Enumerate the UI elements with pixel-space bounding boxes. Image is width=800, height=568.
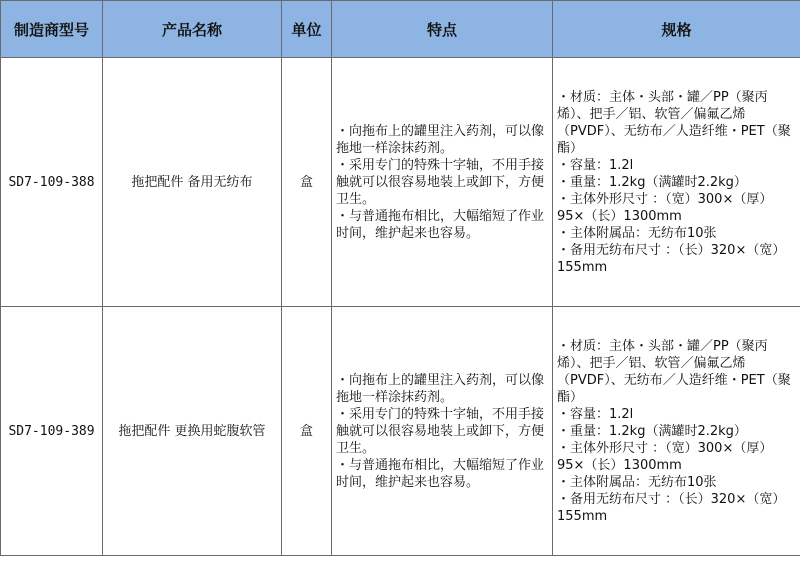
header-row <box>1 1 800 58</box>
spec-line: ・主体附属品：无纺布10张 <box>557 225 717 241</box>
model-cell: SD7-109-388 <box>1 58 103 307</box>
feature-line: ・向拖布上的罐里注入药剂，可以像拖地一样涂抹药剂。 <box>336 372 545 405</box>
unit-cell: 盒 <box>282 307 332 556</box>
header-features: 特点 <box>332 1 553 58</box>
spec-line: ・主体外形尺寸 ：（宽）300×（厚）95×（长）1300mm <box>557 191 773 224</box>
feature-line: ・与普通拖布相比，大幅缩短了作业时间，维护起来也容易。 <box>336 457 545 490</box>
header-name: 产品名称 <box>103 1 282 58</box>
spec-line: ・备用无纺布尺寸 ：（长）320×（宽）155mm <box>557 491 786 524</box>
feature-line: ・与普通拖布相比，大幅缩短了作业时间，维护起来也容易。 <box>336 208 545 241</box>
spec-line: ・主体外形尺寸 ：（宽）300×（厚）95×（长）1300mm <box>557 440 773 473</box>
table-row <box>1 58 800 307</box>
spec-line: ・重量：1.2kg（满罐时2.2kg） <box>557 174 747 190</box>
spec-line: ・材质：主体・头部・罐／PP（聚丙烯）、把手／铝、软管／偏氟乙烯（PVDF）、无纺布／人造纤维・PET（聚酯） <box>557 89 791 156</box>
specs-cell <box>553 307 800 556</box>
unit-cell: 盒 <box>282 58 332 307</box>
specs-cell <box>553 58 800 307</box>
spec-line: ・容量：1.2l <box>557 157 634 173</box>
header-unit: 单位 <box>282 1 332 58</box>
feature-line: ・向拖布上的罐里注入药剂，可以像拖地一样涂抹药剂。 <box>336 123 545 156</box>
spec-line: ・重量：1.2kg（满罐时2.2kg） <box>557 423 747 439</box>
table-row <box>1 307 800 556</box>
feature-line: ・采用专门的特殊十字轴，不用手接触就可以很容易地装上或卸下，方便卫生。 <box>336 157 545 207</box>
features-cell <box>332 58 553 307</box>
spec-line: ・材质：主体・头部・罐／PP（聚丙烯）、把手／铝、软管／偏氟乙烯（PVDF）、无纺布／人造纤维・PET（聚酯） <box>557 338 791 405</box>
model-cell: SD7-109-389 <box>1 307 103 556</box>
feature-line: ・采用专门的特殊十字轴，不用手接触就可以很容易地装上或卸下，方便卫生。 <box>336 406 545 456</box>
spec-line: ・容量：1.2l <box>557 406 634 422</box>
product-name-cell: 拖把配件 更换用蛇腹软管 <box>103 307 282 556</box>
header-model: 制造商型号 <box>1 1 103 58</box>
product-name-cell: 拖把配件 备用无纺布 <box>103 58 282 307</box>
header-specs: 规格 <box>553 1 800 58</box>
spec-line: ・主体附属品：无纺布10张 <box>557 474 717 490</box>
features-cell <box>332 307 553 556</box>
spec-line: ・备用无纺布尺寸 ：（长）320×（宽）155mm <box>557 242 786 275</box>
